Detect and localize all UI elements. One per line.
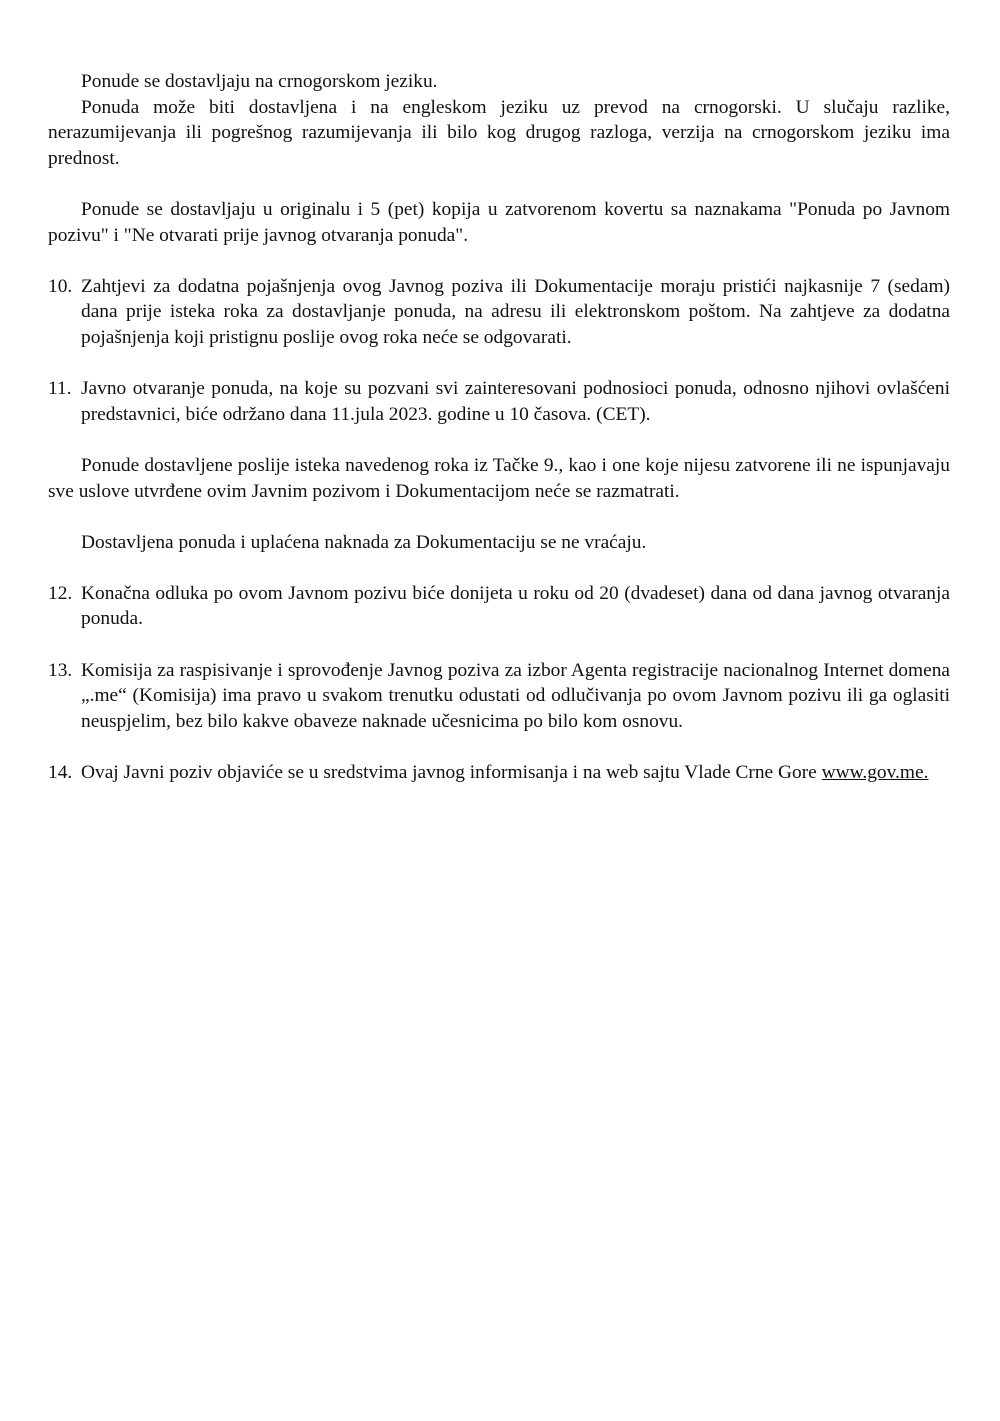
list-item-text xyxy=(81,760,950,786)
intro-paragraph-language: Ponude se dostavljaju na crnogorskom jeziku. xyxy=(81,71,438,92)
list-item-text: Komisija za raspisivanje i sprovođenje Javnog poziva za izbor Agenta registracije nacionalnog Internet domena „.me“ (Komisija) ima pravo u svakom trenutku odustati od odlučivanja po ovom Javnom pozivu ili ga oglasiti neuspjelim, bez bilo kakve obaveze naknade učesnicima po bilo kom osnovu. xyxy=(81,659,950,732)
intro-paragraph-english-translation: Ponuda može biti dostavljena i na engleskom jeziku uz prevod na crnogorski. U slučaju razlike, nerazumijevanja ili pogrešnog razumijevanja ili bilo kog drugog razloga, verzija na crnogorskom jeziku ima prednost. xyxy=(48,96,950,169)
spacer xyxy=(48,427,950,453)
list-item-text-body: Ovaj Javni poziv objaviće se u sredstvima javnog informisanja i na web sajtu Vlade Crne Gore xyxy=(81,762,817,784)
list-item-number: 10. xyxy=(48,275,73,297)
list-item-text: Zahtjevi za dodatna pojašnjenja ovog Javnog poziva ili Dokumentacije moraju pristići najkasnije 7 (sedam) dana prije isteka roka za dostavljanje ponuda, na adresu ili elektronskom poštom. Na zahtjeve za dodatna pojašnjenja koji pristignu poslije ovog roka neće se odgovarati. xyxy=(81,275,950,348)
list-item-14 xyxy=(48,760,950,786)
list-item-12 xyxy=(48,581,950,632)
spacer xyxy=(48,351,950,377)
paragraph-late-offers: Ponude dostavljene poslije isteka navedenog roka iz Tačke 9., kao i one koje nijesu zatvorene ili ne ispunjavaju sve uslove utvrđene ovim Javnim pozivom i Dokumentacijom neće se razmatrati. xyxy=(48,454,950,502)
gov-website-link[interactable]: www.gov.me. xyxy=(821,762,929,784)
spacer xyxy=(48,248,950,274)
spacer xyxy=(48,171,950,197)
document-page xyxy=(48,69,950,786)
list-item-11 xyxy=(48,376,950,427)
list-item-number: 12. xyxy=(48,582,73,604)
list-item-number: 13. xyxy=(48,659,73,681)
list-item-text: Javno otvaranje ponuda, na koje su pozvani svi zainteresovani podnosioci ponuda, odnosno njihovi ovlašćeni predstavnici, biće održano dana 11.jula 2023. godine u 10 časova. (CET). xyxy=(81,378,950,425)
list-item-10 xyxy=(48,274,950,351)
paragraph-non-refundable: Dostavljena ponuda i uplaćena naknada za Dokumentaciju se ne vraćaju. xyxy=(81,531,647,553)
spacer xyxy=(48,555,950,581)
spacer xyxy=(48,632,950,658)
intro-paragraph-originals-copies: Ponude se dostavljaju u originalu i 5 (pet) kopija u zatvorenom kovertu sa naznakama "Ponuda po Javnom pozivu" i "Ne otvarati prije javnog otvaranja ponuda". xyxy=(48,198,950,246)
list-item-number: 11. xyxy=(48,378,72,400)
spacer xyxy=(48,734,950,760)
list-item-text: Konačna odluka po ovom Javnom pozivu biće donijeta u roku od 20 (dvadeset) dana od dana javnog otvaranja ponuda. xyxy=(81,582,950,630)
list-item-number: 14. xyxy=(48,762,73,784)
spacer xyxy=(48,504,950,530)
list-item-13 xyxy=(48,658,950,735)
